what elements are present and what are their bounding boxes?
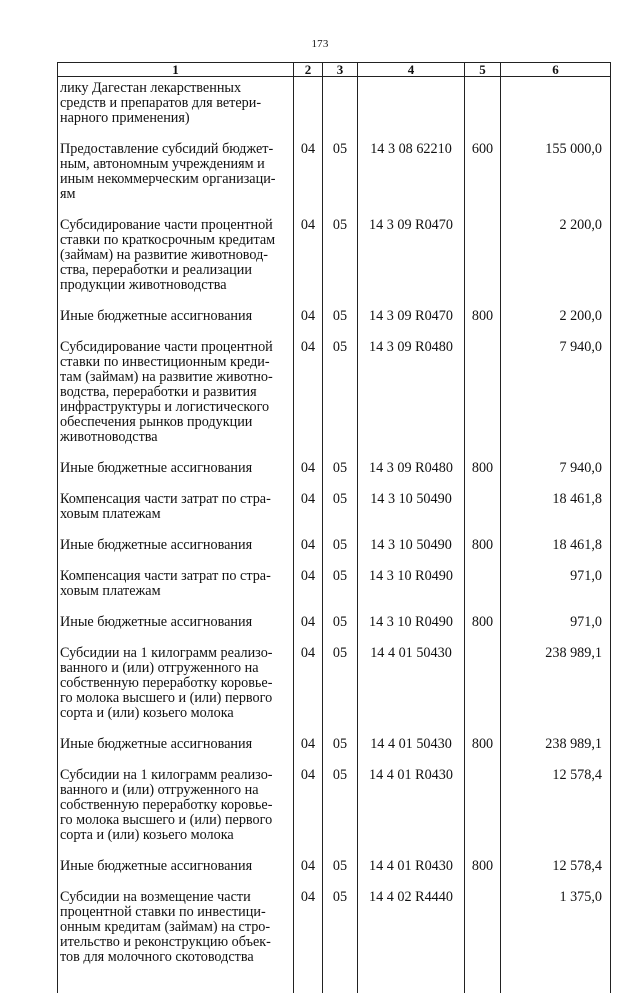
item-name-cell: Субсидирование части процентной ставки по инвестиционным креди- там (займам) на развитие животно- водства, переработки и развития инфраструктуры и логистического обеспечения рынков продукции животноводства xyxy=(58,340,294,461)
expense-type-code-cell xyxy=(465,646,501,737)
subsection-code-cell: 05 xyxy=(323,309,358,340)
expense-type-code-cell: 800 xyxy=(465,461,501,492)
column-header-2: 2 xyxy=(294,63,323,77)
target-article-code-cell: 14 3 09 R0470 xyxy=(358,218,465,309)
item-name-cell: Иные бюджетные ассигнования xyxy=(58,461,294,492)
table-row xyxy=(58,461,611,492)
column-header-1: 1 xyxy=(58,63,294,77)
expense-type-code-cell xyxy=(465,569,501,615)
section-code-cell: 04 xyxy=(294,768,323,859)
table-row xyxy=(58,77,611,143)
item-name-cell: Иные бюджетные ассигнования xyxy=(58,309,294,340)
column-header-3: 3 xyxy=(323,63,358,77)
spacer-cell xyxy=(323,981,358,993)
expense-type-code-cell: 800 xyxy=(465,309,501,340)
item-name-cell: Компенсация части затрат по стра- ховым платежам xyxy=(58,569,294,615)
amount-cell: 238 989,1 xyxy=(501,737,611,768)
expense-type-code-cell xyxy=(465,890,501,981)
expense-type-code-cell xyxy=(465,218,501,309)
target-article-code-cell: 14 3 10 R0490 xyxy=(358,615,465,646)
section-code-cell: 04 xyxy=(294,737,323,768)
subsection-code-cell: 05 xyxy=(323,538,358,569)
expense-type-code-cell xyxy=(465,492,501,538)
item-name-cell: Иные бюджетные ассигнования xyxy=(58,615,294,646)
amount-cell: 1 375,0 xyxy=(501,890,611,981)
spacer-cell xyxy=(465,981,501,993)
amount-cell: 2 200,0 xyxy=(501,309,611,340)
section-code-cell: 04 xyxy=(294,218,323,309)
amount-cell: 238 989,1 xyxy=(501,646,611,737)
section-code-cell: 04 xyxy=(294,142,323,218)
amount-cell: 971,0 xyxy=(501,569,611,615)
table-row xyxy=(58,737,611,768)
item-name-cell: Субсидирование части процентной ставки по краткосрочным кредитам (займам) на развитие животновод- ства, переработки и реализации продукции животноводства xyxy=(58,218,294,309)
item-name-cell: Компенсация части затрат по стра- ховым платежам xyxy=(58,492,294,538)
target-article-code-cell: 14 3 09 R0480 xyxy=(358,461,465,492)
subsection-code-cell: 05 xyxy=(323,890,358,981)
expense-type-code-cell: 800 xyxy=(465,538,501,569)
item-name-cell: Субсидии на 1 килограмм реализо- ванного и (или) отгруженного на собственную переработку коровье- го молока высшего и (или) первого сорта и (или) козьего молока xyxy=(58,646,294,737)
spacer-cell xyxy=(501,981,611,993)
item-name-cell: Субсидии на 1 килограмм реализо- ванного и (или) отгруженного на собственную переработку коровье- го молока высшего и (или) первого сорта и (или) козьего молока xyxy=(58,768,294,859)
table-row xyxy=(58,890,611,981)
table-bottom-spacer xyxy=(58,981,611,993)
subsection-code-cell: 05 xyxy=(323,340,358,461)
table-row xyxy=(58,340,611,461)
table-row xyxy=(58,492,611,538)
target-article-code-cell: 14 3 10 R0490 xyxy=(358,569,465,615)
item-name-cell: Предоставление субсидий бюджет- ным, автономным учреждениям и иным некоммерческим организаци- ям xyxy=(58,142,294,218)
amount-cell: 2 200,0 xyxy=(501,218,611,309)
table-row xyxy=(58,569,611,615)
column-header-6: 6 xyxy=(501,63,611,77)
section-code-cell: 04 xyxy=(294,859,323,890)
item-name-cell: Иные бюджетные ассигнования xyxy=(58,859,294,890)
subsection-code-cell: 05 xyxy=(323,646,358,737)
target-article-code-cell: 14 4 01 R0430 xyxy=(358,768,465,859)
expense-type-code-cell xyxy=(465,77,501,143)
expense-type-code-cell: 600 xyxy=(465,142,501,218)
expense-type-code-cell: 800 xyxy=(465,737,501,768)
item-name-cell: Субсидии на возмещение части процентной ставки по инвестици- онным кредитам (займам) на стро- ительство и реконструкцию объек- тов для молочного скотоводства xyxy=(58,890,294,981)
target-article-code-cell: 14 3 10 50490 xyxy=(358,492,465,538)
item-name-cell: лику Дагестан лекарственных средств и препаратов для ветери- нарного применения) xyxy=(58,77,294,143)
item-name-cell: Иные бюджетные ассигнования xyxy=(58,737,294,768)
section-code-cell: 04 xyxy=(294,646,323,737)
section-code-cell: 04 xyxy=(294,569,323,615)
table-row xyxy=(58,859,611,890)
column-header-5: 5 xyxy=(465,63,501,77)
subsection-code-cell xyxy=(323,77,358,143)
expense-type-code-cell xyxy=(465,340,501,461)
expense-type-code-cell: 800 xyxy=(465,615,501,646)
section-code-cell: 04 xyxy=(294,615,323,646)
expense-type-code-cell: 800 xyxy=(465,859,501,890)
table-row xyxy=(58,615,611,646)
target-article-code-cell: 14 4 01 50430 xyxy=(358,646,465,737)
subsection-code-cell: 05 xyxy=(323,615,358,646)
target-article-code-cell: 14 3 09 R0470 xyxy=(358,309,465,340)
section-code-cell: 04 xyxy=(294,492,323,538)
target-article-code-cell xyxy=(358,77,465,143)
amount-cell: 155 000,0 xyxy=(501,142,611,218)
amount-cell: 18 461,8 xyxy=(501,538,611,569)
subsection-code-cell: 05 xyxy=(323,859,358,890)
amount-cell xyxy=(501,77,611,143)
section-code-cell: 04 xyxy=(294,309,323,340)
subsection-code-cell: 05 xyxy=(323,218,358,309)
table-row xyxy=(58,142,611,218)
section-code-cell: 04 xyxy=(294,461,323,492)
section-code-cell: 04 xyxy=(294,340,323,461)
table-row xyxy=(58,309,611,340)
item-name-cell: Иные бюджетные ассигнования xyxy=(58,538,294,569)
amount-cell: 7 940,0 xyxy=(501,340,611,461)
table-row xyxy=(58,218,611,309)
budget-table xyxy=(57,62,611,993)
table-body xyxy=(58,77,611,993)
target-article-code-cell: 14 3 09 R0480 xyxy=(358,340,465,461)
subsection-code-cell: 05 xyxy=(323,569,358,615)
subsection-code-cell: 05 xyxy=(323,461,358,492)
subsection-code-cell: 05 xyxy=(323,492,358,538)
amount-cell: 971,0 xyxy=(501,615,611,646)
page-number: 173 xyxy=(0,38,640,50)
table-header xyxy=(58,63,611,77)
target-article-code-cell: 14 3 10 50490 xyxy=(358,538,465,569)
section-code-cell: 04 xyxy=(294,538,323,569)
target-article-code-cell: 14 4 01 50430 xyxy=(358,737,465,768)
subsection-code-cell: 05 xyxy=(323,768,358,859)
subsection-code-cell: 05 xyxy=(323,737,358,768)
spacer-cell xyxy=(358,981,465,993)
spacer-cell xyxy=(294,981,323,993)
table-row xyxy=(58,538,611,569)
column-header-4: 4 xyxy=(358,63,465,77)
table-row xyxy=(58,646,611,737)
amount-cell: 7 940,0 xyxy=(501,461,611,492)
amount-cell: 12 578,4 xyxy=(501,768,611,859)
target-article-code-cell: 14 4 01 R0430 xyxy=(358,859,465,890)
subsection-code-cell: 05 xyxy=(323,142,358,218)
spacer-cell xyxy=(58,981,294,993)
amount-cell: 18 461,8 xyxy=(501,492,611,538)
target-article-code-cell: 14 4 02 R4440 xyxy=(358,890,465,981)
section-code-cell: 04 xyxy=(294,890,323,981)
target-article-code-cell: 14 3 08 62210 xyxy=(358,142,465,218)
section-code-cell xyxy=(294,77,323,143)
amount-cell: 12 578,4 xyxy=(501,859,611,890)
table-row xyxy=(58,768,611,859)
expense-type-code-cell xyxy=(465,768,501,859)
